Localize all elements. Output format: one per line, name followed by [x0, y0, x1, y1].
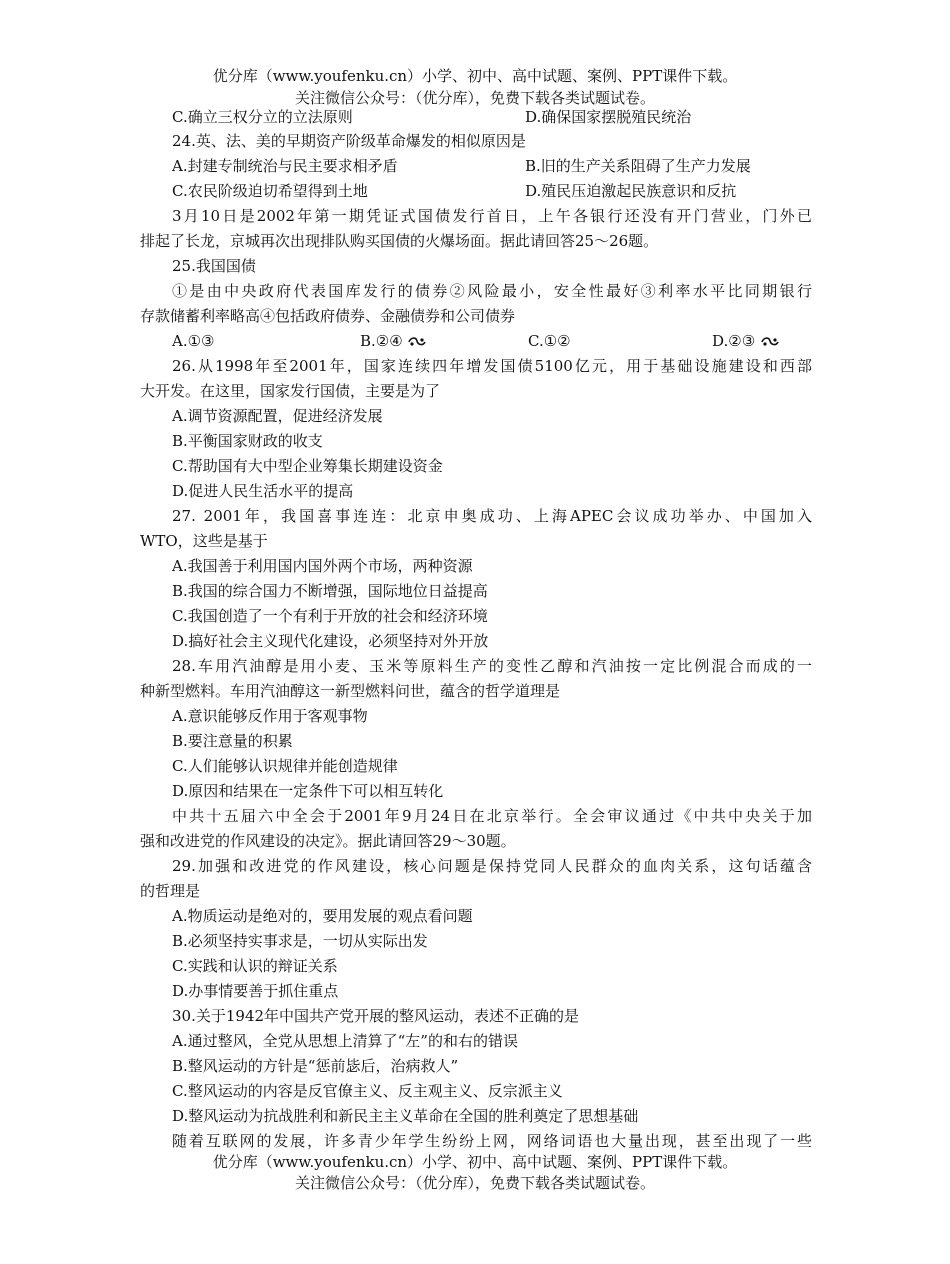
q28-option-d: D.原因和结果在一定条件下可以相互转化 [172, 782, 444, 800]
footer-line-1: 优分库（www.youfenku.cn）小学、初中、高中试题、案例、PPT课件下载。 [212, 1153, 738, 1171]
q25-option-b-text: B.②④ [360, 332, 403, 350]
q27-stem-line-1: 27. 2001年，我国喜事连连：北京申奥成功、上海APEC会议成功举办、中国加入 [172, 507, 812, 525]
q27-stem-line-2: WTO，这些是基于 [140, 532, 268, 550]
q29-option-c: C.实践和认识的辩证关系 [172, 957, 338, 975]
q26-option-a: A.调节资源配置，促进经济发展 [172, 407, 383, 425]
q23-option-d: D.确保国家摆脱殖民统治 [525, 108, 692, 126]
q25-option-d-text: D.②③ [712, 332, 756, 350]
q25-statement-line-2: 存款储蓄利率略高④包括政府债券、金融债券和公司债券 [140, 307, 516, 325]
intro-31-line-1: 随着互联网的发展，许多青少年学生纷纷上网，网络词语也大量出现，甚至出现了一些 [172, 1132, 812, 1150]
q26-stem-line-1: 26.从1998年至2001年，国家连续四年增发国债5100亿元，用于基础设施建设和西部 [172, 357, 812, 375]
q30-option-b: B.整风运动的方针是“惩前毖后，治病救人” [172, 1057, 459, 1075]
q24-option-c: C.农民阶级迫切希望得到土地 [172, 182, 368, 200]
q28-option-b: B.要注意量的积累 [172, 732, 293, 750]
q28-option-c: C.人们能够认识规律并能创造规律 [172, 757, 398, 775]
q24-option-b: B.旧的生产关系阻碍了生产力发展 [525, 157, 751, 175]
q25-option-a: A.①③ [172, 332, 215, 350]
q27-option-d: D.搞好社会主义现代化建设，必须坚持对外开放 [172, 632, 489, 650]
q29-option-b: B.必须坚持实事求是，一切从实际出发 [172, 932, 428, 950]
q26-option-b: B.平衡国家财政的收支 [172, 432, 323, 450]
q29-stem-line-2: 的哲理是 [140, 882, 201, 900]
q28-stem-line-2: 种新型燃料。车用汽油醇这一新型燃料问世，蕴含的哲学道理是 [140, 682, 561, 700]
ornament-icon [755, 332, 780, 350]
q24-option-a: A.封建专制统治与民主要求相矛盾 [172, 157, 398, 175]
q30-option-c: C.整风运动的内容是反官僚主义、反主观主义、反宗派主义 [172, 1082, 563, 1100]
q25-statement-line-1: ①是由中央政府代表国库发行的债券②风险最小，安全性最好③利率水平比同期银行 [172, 282, 812, 300]
q29-option-d: D.办事情要善于抓住重点 [172, 982, 339, 1000]
q26-option-d: D.促进人民生活水平的提高 [172, 482, 354, 500]
header-line-2: 关注微信公众号：（优分库），免费下载各类试题试卷。 [294, 89, 655, 107]
intro-25-line-2: 排起了长龙，京城再次出现排队购买国债的火爆场面。据此请回答25～26题。 [140, 232, 659, 250]
intro-25-line-1: 3月10日是2002年第一期凭证式国债发行首日，上午各银行还没有开门营业，门外已 [172, 207, 812, 225]
q28-option-a: A.意识能够反作用于客观事物 [172, 707, 368, 725]
q26-option-c: C.帮助国有大中型企业筹集长期建设资金 [172, 457, 443, 475]
q23-option-c: C.确立三权分立的立法原则 [172, 108, 353, 126]
q25-option-d [712, 330, 780, 352]
q30-option-a: A.通过整风，全党从思想上清算了“左”的和右的错误 [172, 1032, 518, 1050]
ornament-icon [403, 332, 428, 350]
q30-option-d: D.整风运动为抗战胜利和新民主主义革命在全国的胜利奠定了思想基础 [172, 1107, 639, 1125]
footer-line-2: 关注微信公众号：（优分库），免费下载各类试题试卷。 [294, 1174, 655, 1192]
q27-option-b: B.我国的综合国力不断增强，国际地位日益提高 [172, 582, 488, 600]
q24-option-d: D.殖民压迫激起民族意识和反抗 [525, 182, 737, 200]
q26-stem-line-2: 大开发。在这里，国家发行国债，主要是为了 [140, 382, 441, 400]
intro-29-line-1: 中共十五届六中全会于2001年9月24日在北京举行。全会审议通过《中共中央关于加 [172, 807, 812, 825]
q27-option-c: C.我国创造了一个有利于开放的社会和经济环境 [172, 607, 488, 625]
header-line-1: 优分库（www.youfenku.cn）小学、初中、高中试题、案例、PPT课件下载。 [212, 67, 738, 85]
intro-29-line-2: 强和改进党的作风建设的决定》。据此请回答29～30题。 [140, 832, 516, 850]
q24-stem: 24.英、法、美的早期资产阶级革命爆发的相似原因是 [172, 132, 526, 150]
q25-option-c: C.①② [528, 332, 571, 350]
q27-option-a: A.我国善于利用国内国外两个市场，两种资源 [172, 557, 473, 575]
q29-option-a: A.物质运动是绝对的，要用发展的观点看问题 [172, 907, 473, 925]
q28-stem-line-1: 28.车用汽油醇是用小麦、玉米等原料生产的变性乙醇和汽油按一定比例混合而成的一 [172, 657, 812, 675]
q25-option-b [360, 330, 427, 352]
q29-stem-line-1: 29.加强和改进党的作风建设，核心问题是保持党同人民群众的血肉关系，这句话蕴含 [172, 857, 812, 875]
q25-stem: 25.我国国债 [172, 257, 256, 275]
q30-stem: 30.关于1942年中国共产党开展的整风运动，表述不正确的是 [172, 1007, 580, 1025]
